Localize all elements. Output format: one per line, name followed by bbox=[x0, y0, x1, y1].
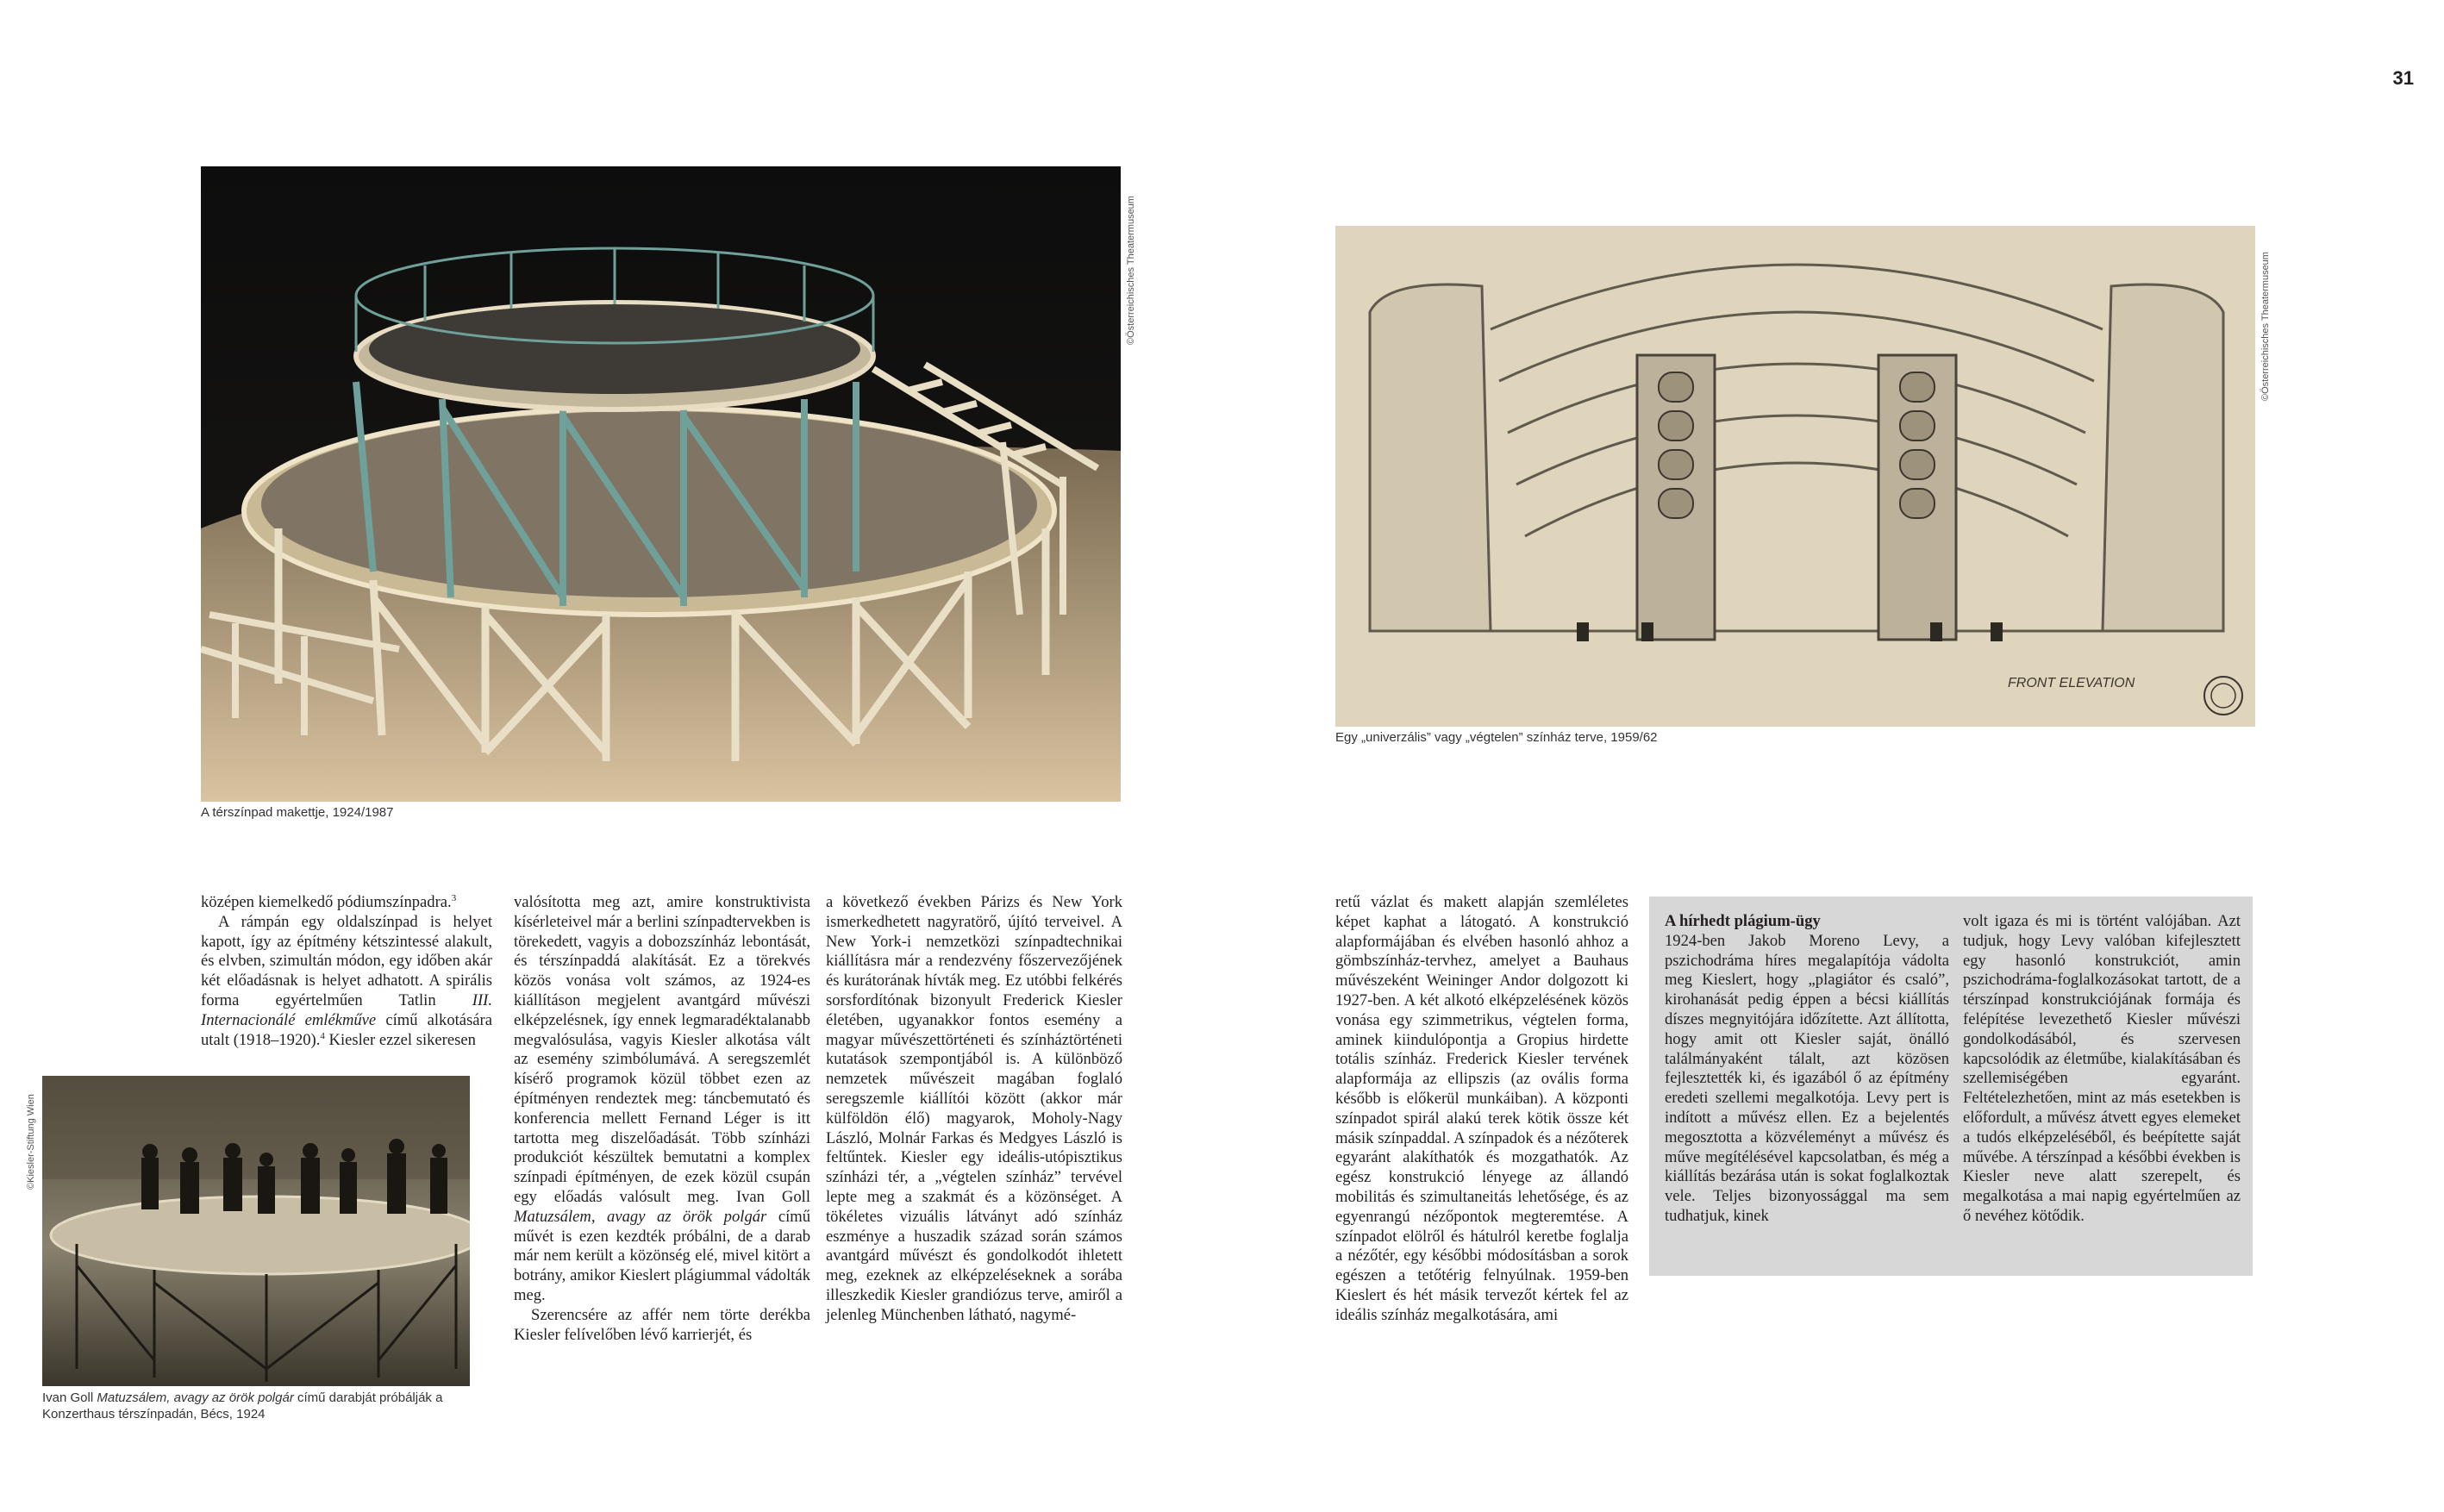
model-photo-credit: ©Österreichisches Theatermuseum bbox=[1126, 196, 1136, 345]
text-column-2: valósította meg azt, amire konstruktivista kísérleteivel már a berlini színpadtervekben is törekedett, vagyis a dobozszínház lebontását, és térszínpaddá alakítását. Ez a törekvés közös vonása volt számos, az 1924-es kiállításon megjelent avantgárd művészi elképzelésnek, így ennek legmaradéktalanabb megvalósulása, vagyis Kiesler alkotása vált az esemény szimbólumává. A seregszemlét kísérő programok közül többet ezen az építményen rendeztek meg: táncbemutató és konferencia mellett Fernand Léger is itt tartotta meg diszelőadását. Több színházi produkciót készültek bemutatni a komplex színpadi építményen, de ezek közül csupán egy előadás valósult meg. Ivan Goll Matuzsálem, avagy az örök polgár című művét is ezen kezdték próbálni, de a darab már nem került a közönség elé, mivel kitört a botrány, amikor Kieslert plágiummal vádolták meg. Szerencsére az affér nem törte derékba Kiesler felívelőben lévő karrierjét, és bbox=[514, 893, 810, 1344]
plagiarism-sidebar bbox=[1649, 897, 2253, 1276]
drawing-label: FRONT ELEVATION bbox=[2008, 676, 2135, 690]
sidebar-title: A hírhedt plágium-ügy bbox=[1665, 912, 1821, 930]
text-column-4: retű vázlat és makett alapján szemléletes képet kaphat a látogató. A konstrukció alapformájában és elvében hasonló ahhoz a gömbszínház-tervhez, amelyet a Bauhaus művészeként Weininger Andor dolgozott ki 1927-ben. A két alkotó elképzelésének közös vonása egy szimmetrikus, végtelen forma, aminek kiindulópontja a Gropius hirdette totális színház. Frederick Kiesler tervének alapformája az ellipszis (az ovális forma később is előkerül munkáiban). A központi színpadot spirál alakú terek kötik össze két másik színpaddal. A színpadok és a nézőterek egyaránt alakíthatók és mozgathatók. Az egész konstrukció lényege az állandó mobilitás és szimultaneitás lehetősége, és az egyenrangú nézőpontok megteremtése. A színpadot elölről és hátulról keretbe foglalja a nézőtér, egy későbbi módosításban a sorok egészen a tetőtérig felnyúlnak. 1959-ben Kieslert és hét másik tervezőt kértek fel az ideális színház megalkotására, ami bbox=[1335, 893, 1628, 1324]
rehearsal-photo-caption: Ivan Goll Matuzsálem, avagy az örök polgár című darabját próbálják a Konzerthaus térszínpadán, Bécs, 1924 bbox=[42, 1390, 443, 1421]
sidebar-left-column: A hírhedt plágium-ügy 1924-ben Jakob Moreno Levy, a pszichodráma híres megalapítója vádolta meg Kieslert, hogy „plagiátor és csaló”, kirohanását pedig éppen a bécsi kiállítás díszes megnyitójára időzítette. Azt állította, hogy amit ott Kiesler saját, önálló találmányaként tálalt, azt közösen fejlesztették ki, és igazából ő az építmény eredeti szellemi megalkotója. Levy pert is indított a művész ellen. Ez a bejelentés megosztotta a közvéleményt a művész és műve megítélésével kapcsolatban, és még a kiállítás bezárása után is sokat foglalkoztak vele. Teljes bizonyossággal ma sem tudhatjuk, kinek bbox=[1665, 912, 1949, 1225]
drawing-caption: Egy „univerzális” vagy „végtelen” színház terve, 1959/62 bbox=[1335, 730, 1658, 745]
page-number: 31 bbox=[2392, 67, 2414, 89]
text-column-1: középen kiemelkedő pódiumszínpadra.$^3$ A rámpán egy oldalszínpad is helyet kapott, így az építmény kétszintessé alakult, és elvben, szimultán módon, egy időben akár két előadásnak is helyet adhatott. A spirális forma egyértelműen Tatlin III. Internacionálé emlékműve című alkotására utalt (1918–1920).$^4$ Kiesler ezzel sikeresen bbox=[201, 892, 492, 1049]
drawing-credit: ©Österreichisches Theatermuseum bbox=[2260, 252, 2271, 401]
stage-model-photo bbox=[201, 166, 1121, 802]
theater-drawing bbox=[1335, 226, 2255, 727]
sidebar-right-column: volt igaza és mi is történt valójában. Azt tudjuk, hogy Levy valóban kifejlesztett egy hasonló konstrukciót, amin pszichodráma-foglalkozásokat tartott, de a térszínpad konstrukciójának formája és felépítése levezethető Kiesler művészi gondolkodásából, és szervesen kapcsolódik az életműbe, kialakításában és szellemiségében egyaránt. Feltételezhetően, mint az más esetekben is előfordult, a művész átvett egyes elemeket a tudós elképzeléséből, és beépítette saját művébe. A térszínpad a későbbi években is Kiesler neve alatt szerepelt, és megalkotása a mai napig egyértelműen az ő nevéhez kötődik. bbox=[1963, 912, 2241, 1225]
rehearsal-photo bbox=[42, 1076, 470, 1386]
model-photo-caption: A térszínpad makettje, 1924/1987 bbox=[201, 805, 394, 820]
text-column-3: a következő években Párizs és New York ismerkedhetett nagyratörő, újító terveivel. A New York-i nemzetközi színpadtechnikai kiállításra már a rendezvény főszervezőjének és kurátorának hívták meg. Ez utóbbi felkérés sorsfordítónak bizonyult Frederick Kiesler életében, ugyanakkor fontos esemény a magyar művészettörténeti és színháztörténeti kutatások szempontjából is. A különböző nemzetek művészeit magában foglaló seregszemle kiállítói között (akkor már külföldön élő) magyarok, Moholy-Nagy László, Molnár Farkas és Medgyes László is feltűntek. Kiesler egy ideális-utópisztikus színházi tér, a „végtelen színház” tervével lepte meg a szakmát és a közönséget. A tökéletes vizuális látványt adó színház eszménye a huszadik század során számos avantgárd művészt és gondolkodót ihletett meg, ezeknek az elképzeléseknek a sorába illeszkedik Kiesler grandiózus terve, amiről a jelenleg Münchenben látható, nagymé- bbox=[826, 893, 1122, 1324]
rehearsal-photo-credit: ©Kiesler-Stiftung Wien bbox=[26, 1094, 36, 1190]
